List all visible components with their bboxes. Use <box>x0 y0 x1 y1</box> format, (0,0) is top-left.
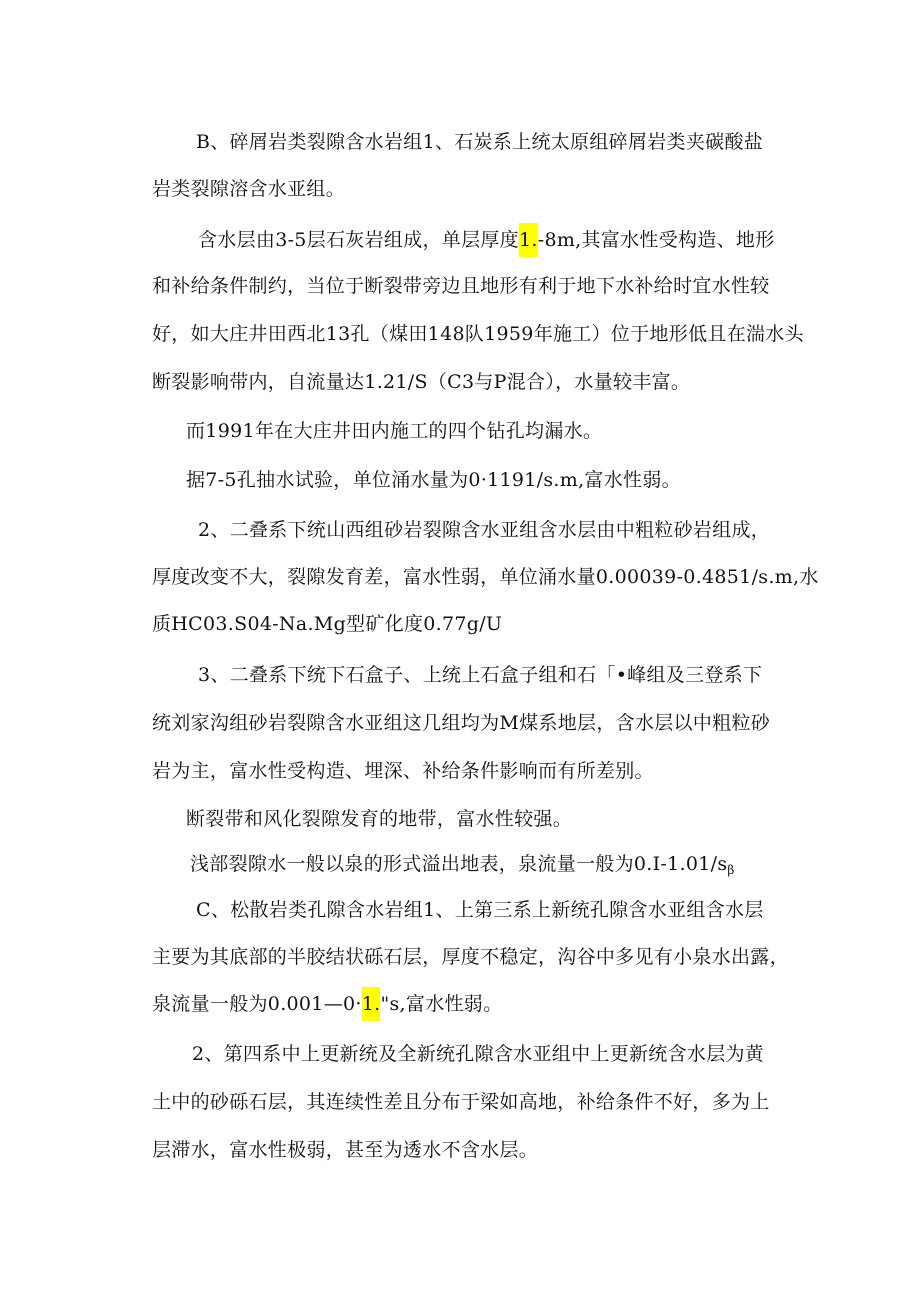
paragraph-aquifer-line-3: 好，如大庄井田西北13孔（煤田148队1959年施工）位于地形低且在湍水头 <box>152 323 804 345</box>
text-segment: 浅部裂隙水一般以泉的形式溢出地表，泉流量一般为0.I-1.01∕s <box>190 853 728 875</box>
highlighted-text: 1. <box>519 223 538 257</box>
text-segment: 含水层由3-5层石灰岩组成，单层厚度 <box>198 229 519 251</box>
paragraph-b-line-1: B、碎屑岩类裂隙含水岩组1、石炭系上统太原组碎屑岩类夹碳酸盐 <box>196 131 764 153</box>
paragraph-quaternary-line-3: 层滞水，富水性极弱，甚至为透水不含水层。 <box>152 1139 539 1161</box>
text-segment: "s,富水性弱。 <box>380 993 503 1015</box>
paragraph-b-line-2: 岩类裂隙溶含水亚组。 <box>152 178 346 200</box>
paragraph-aquifer-line-1 <box>198 226 775 254</box>
highlighted-text: 1. <box>362 987 381 1021</box>
paragraph-aquifer-line-4: 断裂影响带内，自流量达1.21/S（C3与P混合），水量较丰富。 <box>152 371 691 393</box>
text-segment: -8m,其富水性受构造、地形 <box>537 229 775 251</box>
paragraph-c-line-2: 主要为其底部的半胶结状砾石层，厚度不稳定，沟谷中多见有小泉水出露， <box>152 946 789 968</box>
paragraph-fault-zone: 断裂带和风化裂隙发育的地带，富水性较强。 <box>186 808 573 830</box>
paragraph-shanxi-line-1: 2、二叠系下统山西组砂岩裂隙含水亚组含水层由中粗粒砂岩组成， <box>198 519 771 541</box>
paragraph-pumping-test: 据7-5孔抽水试验，单位涌水量为0·1191∕s.m,富水性弱。 <box>186 469 681 491</box>
paragraph-quaternary-line-2: 土中的砂砾石层，其连续性差且分布于梁如高地，补给条件不好，多为上 <box>152 1091 770 1113</box>
paragraph-1991: 而1991年在大庄井田内施工的四个钻孔均漏水。 <box>186 420 603 442</box>
paragraph-shihezi-line-3: 岩为主，富水性受构造、埋深、补给条件影响而有所差别。 <box>152 760 654 782</box>
paragraph-aquifer-line-2: 和补给条件制约，当位于断裂带旁边且地形有利于地下水补给时宜水性较 <box>152 275 770 297</box>
paragraph-shanxi-line-3: 质HC03.S04-Na.Mg型矿化度0.77g∕U <box>152 613 503 635</box>
paragraph-quaternary-line-1: 2、第四系中上更新统及全新统孔隙含水亚组中上更新统含水层为黄 <box>192 1043 765 1065</box>
subscript-text: β <box>727 863 735 877</box>
paragraph-c-line-1: C、松散岩类孔隙含水岩组1、上第三系上新统孔隙含水亚组含水层 <box>196 899 764 921</box>
paragraph-shihezi-line-2: 统刘家沟组砂岩裂隙含水亚组这几组均为M煤系地层，含水层以中粗粒砂 <box>152 712 771 734</box>
paragraph-spring-flow <box>190 850 735 884</box>
paragraph-shihezi-line-1: 3、二叠系下统下石盒子、上统上石盒子组和石「•峰组及三登系下 <box>198 664 763 686</box>
text-segment: 泉流量一般为0.001—0· <box>152 993 362 1015</box>
paragraph-c-line-3 <box>152 990 502 1018</box>
paragraph-shanxi-line-2: 厚度改变不大，裂隙发育差，富水性弱，单位涌水量0.00039-0.4851/s.m,水 <box>152 566 819 588</box>
